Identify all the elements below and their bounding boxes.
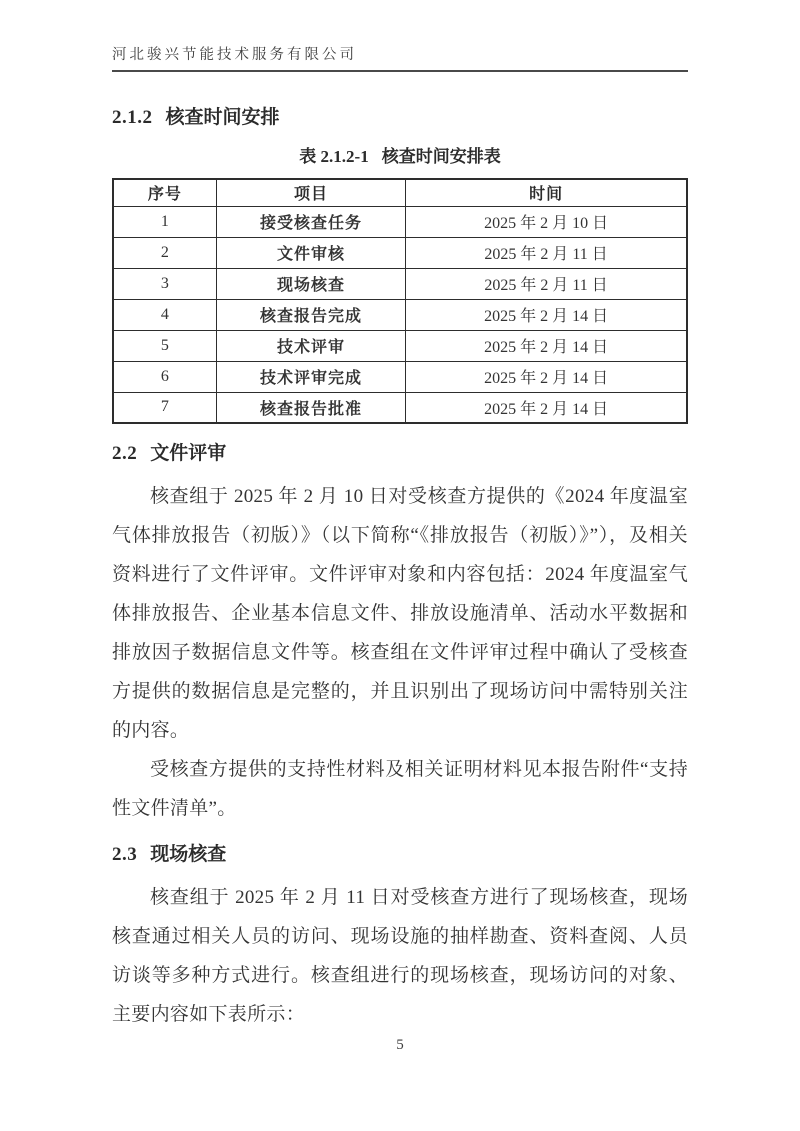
cell-item: 现场核查 xyxy=(216,268,405,299)
section-heading-2-2 xyxy=(112,442,688,466)
cell-item: 文件审核 xyxy=(216,237,405,268)
section-number: 2.2 xyxy=(112,443,138,464)
table-row xyxy=(113,299,687,330)
section-title: 现场核查 xyxy=(150,844,227,865)
verification-schedule-table xyxy=(112,178,688,424)
cell-time: 2025 年 2 月 11 日 xyxy=(406,268,687,299)
cell-time: 2025 年 2 月 14 日 xyxy=(406,392,687,423)
table-row xyxy=(113,237,687,268)
cell-item: 核查报告批准 xyxy=(216,392,405,423)
cell-item: 核查报告完成 xyxy=(216,299,405,330)
cell-time: 2025 年 2 月 14 日 xyxy=(406,330,687,361)
paragraph-document-review-2: 受核查方提供的支持性材料及相关证明材料见本报告附件“支持性文件清单”。 xyxy=(112,759,688,819)
cell-time: 2025 年 2 月 14 日 xyxy=(406,299,687,330)
table-row xyxy=(113,330,687,361)
section-title: 文件评审 xyxy=(150,443,227,464)
table-row xyxy=(113,361,687,392)
company-name: 河北骏兴节能技术服务有限公司 xyxy=(112,47,357,63)
cell-seq: 2 xyxy=(113,237,216,268)
table-caption-title: 核查时间安排表 xyxy=(381,147,501,166)
table-row xyxy=(113,268,687,299)
table-header-row xyxy=(113,179,687,206)
paragraph-document-review-1: 核查组于 2025 年 2 月 10 日对受核查方提供的《2024 年度温室气体排放报告（初版）》（以下简称“《排放报告（初版）》”），及相关资料进行了文件评审。文件评审对象和内容包括：2024 年度温室气体排放报告、企业基本信息文件、排放设施清单、活动水平数据和排放因子数据信息文件等。核查组在文件评审过程中确认了受核查方提供的数据信息是完整的，并且识别出了现场访问中需特别关注的内容。 xyxy=(112,486,688,741)
section-number: 2.3 xyxy=(112,844,138,865)
section-heading-2-1-2 xyxy=(112,106,688,130)
page-number: 5 xyxy=(396,1037,404,1053)
cell-item: 技术评审完成 xyxy=(216,361,405,392)
table-row xyxy=(113,206,687,237)
table-caption xyxy=(112,146,688,168)
column-header-time: 时间 xyxy=(406,179,687,206)
section-heading-2-3 xyxy=(112,843,688,867)
column-header-item: 项目 xyxy=(216,179,405,206)
cell-seq: 5 xyxy=(113,330,216,361)
cell-seq: 3 xyxy=(113,268,216,299)
cell-time: 2025 年 2 月 11 日 xyxy=(406,237,687,268)
cell-seq: 6 xyxy=(113,361,216,392)
cell-time: 2025 年 2 月 14 日 xyxy=(406,361,687,392)
cell-seq: 4 xyxy=(113,299,216,330)
column-header-seq: 序号 xyxy=(113,179,216,206)
cell-time: 2025 年 2 月 10 日 xyxy=(406,206,687,237)
section-title: 核查时间安排 xyxy=(165,107,280,128)
table-caption-label: 表 2.1.2-1 xyxy=(299,147,369,166)
cell-seq: 7 xyxy=(113,392,216,423)
page-header xyxy=(112,0,688,72)
page-content xyxy=(112,0,688,1034)
paragraph-site-visit-1: 核查组于 2025 年 2 月 11 日对受核查方进行了现场核查，现场核查通过相关人员的访问、现场设施的抽样勘查、资料查阅、人员访谈等多种方式进行。核查组进行的现场核查，现场访问的对象、主要内容如下表所示： xyxy=(112,887,688,1025)
cell-item: 接受核查任务 xyxy=(216,206,405,237)
cell-seq: 1 xyxy=(113,206,216,237)
section-number: 2.1.2 xyxy=(112,107,153,128)
table-row xyxy=(113,392,687,423)
cell-item: 技术评审 xyxy=(216,330,405,361)
